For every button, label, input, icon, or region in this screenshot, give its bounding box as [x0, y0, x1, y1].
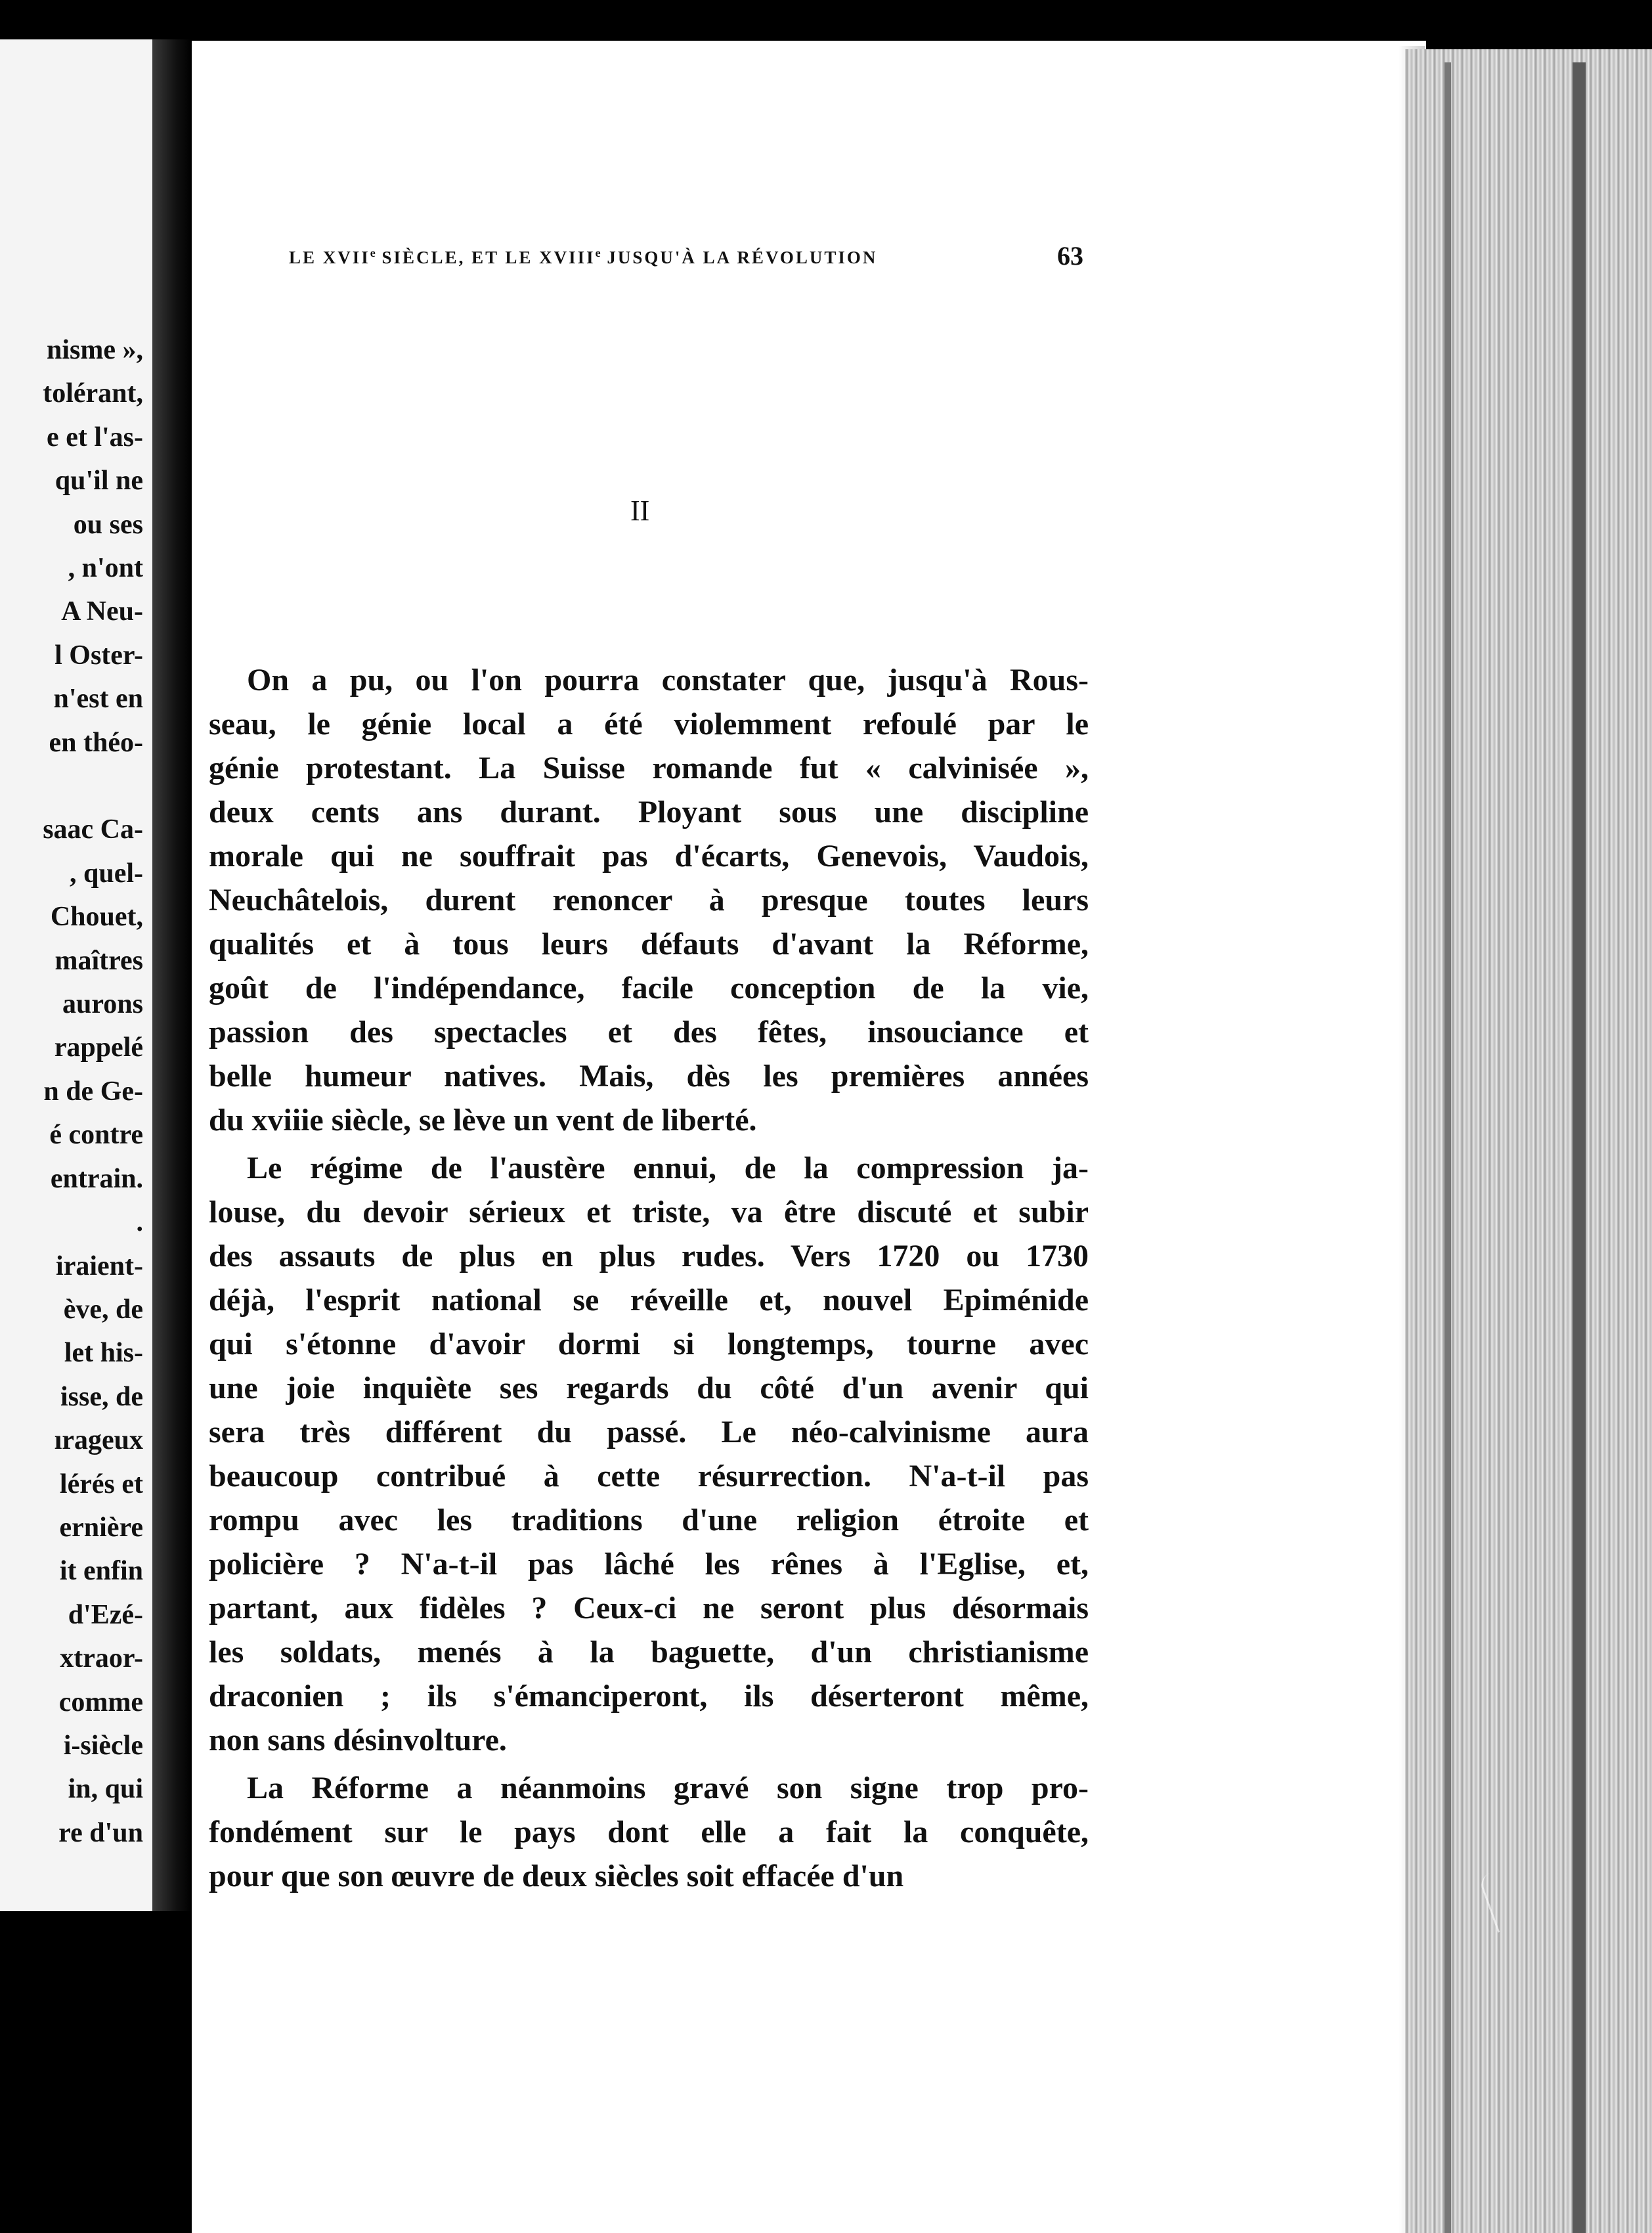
- facing-page-line: é contre: [49, 1120, 143, 1151]
- text-line: morale qui ne souffrait pas d'écarts, Genevois, Vaudois,: [209, 839, 1089, 873]
- text-line: du xviiie siècle, se lève un vent de liberté.: [209, 1103, 757, 1138]
- text-line: partant, aux fidèles ? Ceux-ci ne seront plus désormais: [209, 1591, 1089, 1625]
- superscript: e: [370, 246, 376, 259]
- facing-page-line: .: [136, 1207, 143, 1238]
- book-gutter: [152, 39, 192, 1911]
- text-line: fondément sur le pays dont elle a fait la conquête,: [209, 1815, 1089, 1849]
- facing-page-line: entrain.: [50, 1163, 143, 1194]
- facing-page-line: re d'un: [58, 1817, 143, 1848]
- facing-page-line: n'est en: [53, 684, 143, 715]
- facing-page-line: saac Ca-: [43, 814, 143, 845]
- running-head-part: LE XVII: [289, 248, 370, 267]
- paragraph: [209, 1146, 1089, 1762]
- text-line: goût de l'indépendance, facile conception de la vie,: [209, 971, 1089, 1006]
- facing-page-line: xtraor-: [60, 1643, 143, 1674]
- facing-page-text: [0, 328, 143, 1855]
- text-line: Neuchâtelois, durent renoncer à presque toutes leurs: [209, 883, 1089, 918]
- facing-page-line: lérés et: [59, 1469, 143, 1499]
- text-line: pour que son œuvre de deux siècles soit effacée d'un: [209, 1859, 904, 1893]
- text-line: déjà, l'esprit national se réveille et, nouvel Epiménide: [209, 1283, 1089, 1317]
- facing-page-line: isse, de: [60, 1381, 143, 1412]
- facing-page-line: Chouet,: [50, 902, 143, 933]
- facing-page-line: ou ses: [73, 509, 143, 540]
- text-line: On a pu, ou l'on pourra constater que, jusqu'à Rous-: [247, 663, 1089, 697]
- page-number: 63: [1057, 241, 1083, 271]
- text-line: des assauts de plus en plus rudes. Vers 1720 ou 1730: [209, 1239, 1089, 1273]
- facing-page-left: [0, 39, 152, 1911]
- facing-page-line: [0, 764, 143, 808]
- facing-page-line: en théo-: [49, 727, 143, 758]
- facing-page-line: ève, de: [63, 1294, 143, 1325]
- text-line: beaucoup contribué à cette résurrection. N'a-t-il pas: [209, 1459, 1089, 1493]
- facing-page-line: ırageux: [54, 1425, 143, 1456]
- paragraph: [209, 1766, 1089, 1898]
- body-text: [209, 658, 1089, 1898]
- facing-page-line: in, qui: [68, 1774, 143, 1805]
- page-edges: [1405, 49, 1652, 2233]
- facing-page-line: d'Ezé-: [68, 1599, 143, 1630]
- facing-page-line: i-siècle: [63, 1730, 143, 1761]
- facing-page-line: nisme »,: [47, 335, 143, 365]
- superscript: e: [595, 246, 601, 259]
- section-number: II: [630, 495, 650, 527]
- text-line: deux cents ans durant. Ployant sous une discipline: [209, 795, 1089, 829]
- text-line: seau, le génie local a été violemment refoulé par le: [209, 707, 1089, 741]
- text-line: une joie inquiète ses regards du côté d'un avenir qui: [209, 1371, 1089, 1405]
- text-line: Le régime de l'austère ennui, de la compression ja-: [247, 1151, 1089, 1185]
- facing-page-line: comme: [58, 1687, 143, 1717]
- facing-page-line: A Neu-: [61, 596, 143, 627]
- facing-page-line: maîtres: [54, 945, 143, 976]
- facing-page-line: qu'il ne: [54, 466, 143, 497]
- text-line: non sans désinvolture.: [209, 1723, 507, 1758]
- facing-page-line: it enfin: [59, 1556, 143, 1587]
- facing-page-line: , n'ont: [68, 553, 143, 584]
- facing-page-line: l Oster-: [54, 640, 143, 671]
- facing-page-line: tolérant,: [43, 378, 143, 409]
- text-line: sera très différent du passé. Le néo-calvinisme aura: [209, 1415, 1089, 1449]
- paragraph: [209, 658, 1089, 1142]
- facing-page-line: ernière: [59, 1512, 143, 1543]
- facing-page-line: e et l'as-: [47, 422, 143, 453]
- text-line: génie protestant. La Suisse romande fut « calvinisée »,: [209, 751, 1089, 785]
- facing-page-line: aurons: [62, 989, 143, 1020]
- facing-page-line: n de Ge-: [43, 1076, 143, 1107]
- page-edge-line: [1445, 62, 1451, 2233]
- text-line: qui s'étonne d'avoir dormi si longtemps, tourne avec: [209, 1327, 1089, 1361]
- facing-page-line: let his-: [64, 1338, 143, 1369]
- text-line: policière ? N'a-t-il pas lâché les rênes à l'Eglise, et,: [209, 1547, 1089, 1581]
- running-head: [289, 246, 1097, 268]
- facing-page-line: rappelé: [54, 1032, 143, 1063]
- text-line: qualités et à tous leurs défauts d'avant la Réforme,: [209, 927, 1089, 962]
- text-line: passion des spectacles et des fêtes, insouciance et: [209, 1015, 1089, 1050]
- page-edge-line: [1573, 62, 1586, 2233]
- text-line: belle humeur natives. Mais, dès les premières années: [209, 1059, 1089, 1094]
- text-line: La Réforme a néanmoins gravé son signe trop pro-: [247, 1771, 1089, 1805]
- text-line: draconien ; ils s'émanciperont, ils déserteront même,: [209, 1679, 1089, 1713]
- facing-page-line: iraient-: [56, 1250, 143, 1281]
- text-line: rompu avec les traditions d'une religion étroite et: [209, 1503, 1089, 1537]
- running-head-part: SIÈCLE, ET LE XVIII: [375, 248, 596, 267]
- text-line: louse, du devoir sérieux et triste, va être discuté et subir: [209, 1195, 1089, 1229]
- facing-page-line: , quel-: [69, 858, 143, 889]
- text-line: les soldats, menés à la baguette, d'un christianisme: [209, 1635, 1089, 1669]
- running-head-part: JUSQU'À LA RÉVOLUTION: [600, 248, 878, 267]
